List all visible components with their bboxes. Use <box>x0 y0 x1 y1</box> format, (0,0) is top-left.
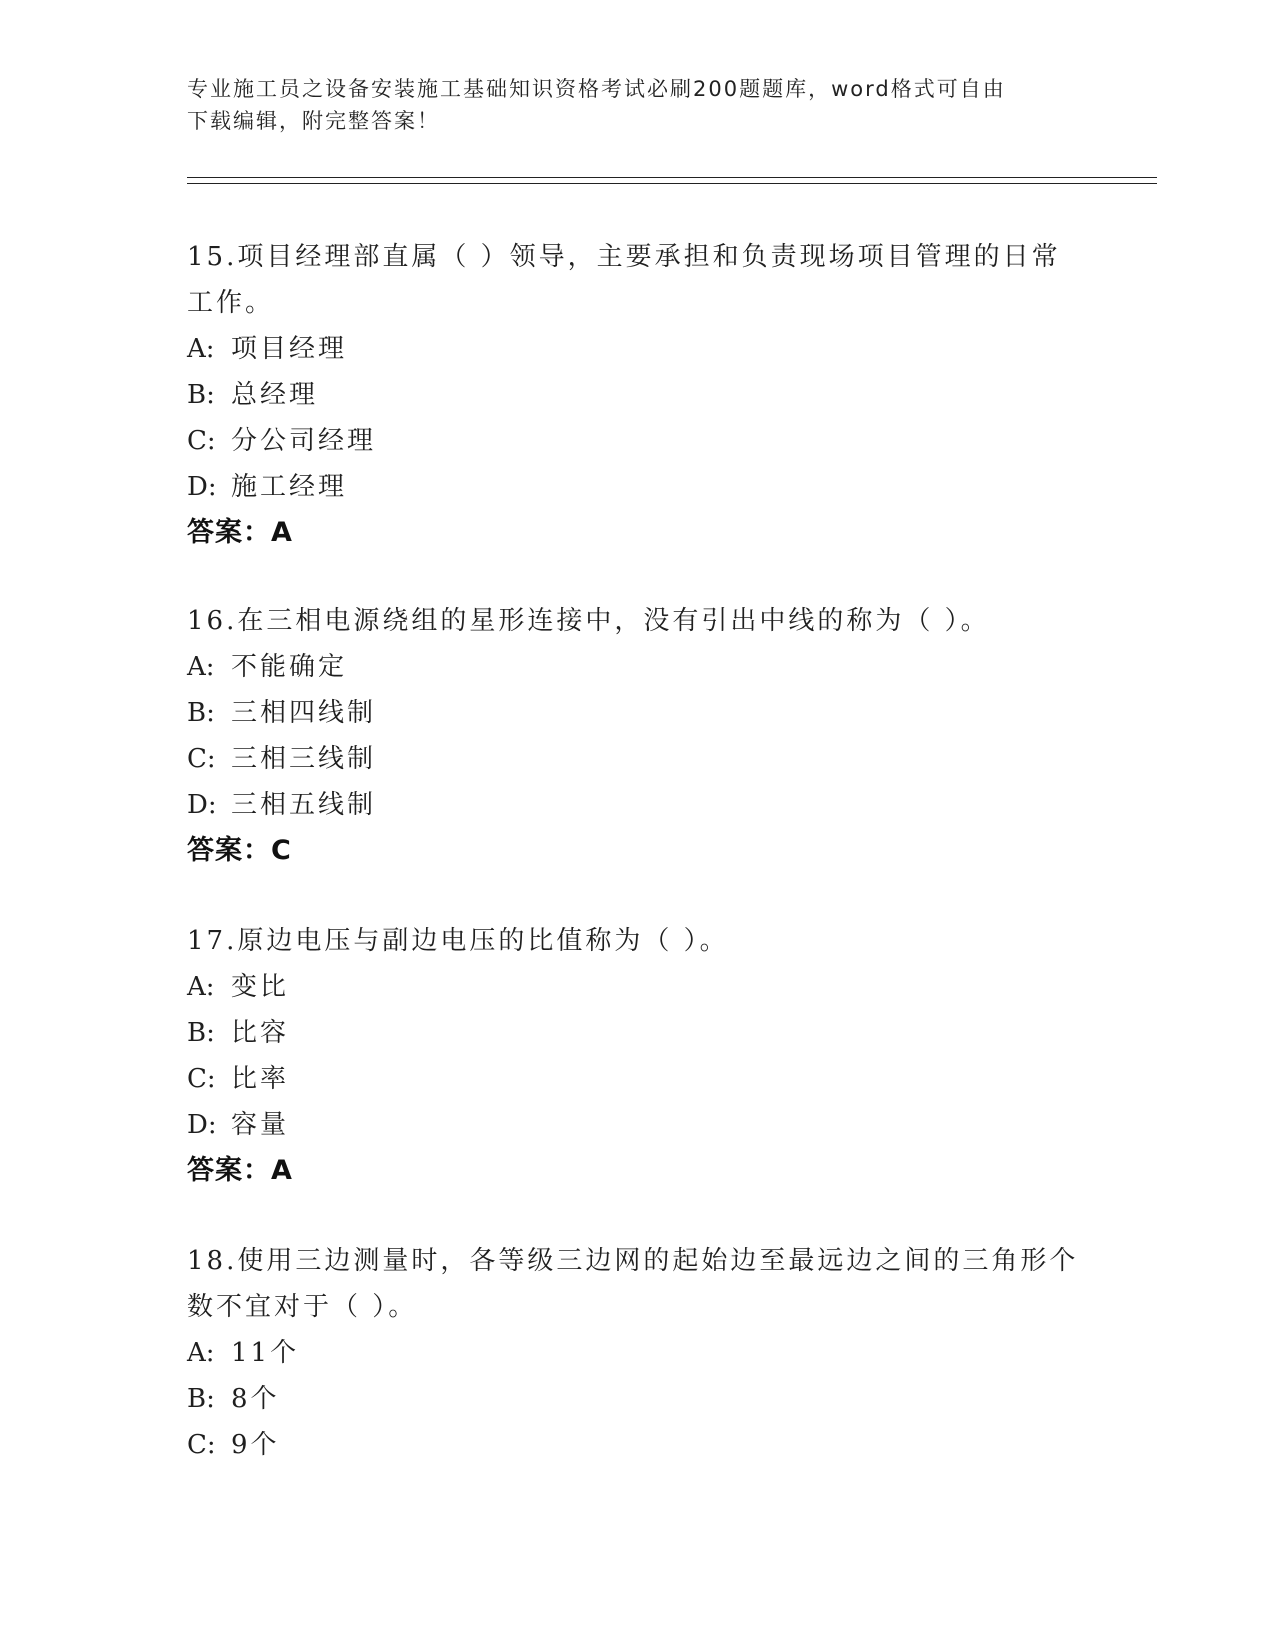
option-letter: C: <box>187 744 216 774</box>
option-text: 变比 <box>231 972 290 1002</box>
option-text: 不能确定 <box>231 652 348 682</box>
option-letter: A: <box>187 334 215 364</box>
option-letter: B: <box>187 1384 215 1414</box>
question-15 <box>187 234 1087 556</box>
answer-line: 答案：A <box>187 517 293 548</box>
header-line-1: 专业施工员之设备安装施工基础知识资格考试必刷200题题库，word格式可自由 <box>187 77 1006 101</box>
option-letter: D: <box>187 790 217 820</box>
option-letter: D: <box>187 472 217 502</box>
option-c <box>187 1056 1087 1102</box>
option-b <box>187 372 1087 418</box>
option-text: 三相四线制 <box>231 698 377 728</box>
question-stem: 17.原边电压与副边电压的比值称为（ ）。 <box>187 926 729 956</box>
answer-line: 答案：A <box>187 1155 293 1186</box>
question-16 <box>187 598 1087 874</box>
option-text: 三相五线制 <box>231 790 377 820</box>
option-text: 项目经理 <box>231 334 348 364</box>
question-18 <box>187 1238 1087 1468</box>
option-letter: B: <box>187 380 215 410</box>
header-divider <box>187 177 1157 184</box>
option-c <box>187 418 1087 464</box>
option-c <box>187 1422 1087 1468</box>
option-letter: A: <box>187 972 215 1002</box>
option-letter: C: <box>187 426 216 456</box>
document-header <box>187 73 1047 137</box>
option-letter: A: <box>187 1338 215 1368</box>
question-stem-continued: 数不宜对于（ ）。 <box>187 1292 418 1322</box>
question-stem: 16.在三相电源绕组的星形连接中，没有引出中线的称为（ ）。 <box>187 606 990 636</box>
option-d <box>187 1102 1087 1148</box>
answer-line: 答案：C <box>187 835 292 866</box>
option-text: 9个 <box>231 1430 280 1460</box>
question-stem: 18.使用三边测量时，各等级三边网的起始边至最远边之间的三角形个 <box>187 1246 1079 1276</box>
header-line-2: 下载编辑，附完整答案！ <box>187 109 440 133</box>
option-text: 总经理 <box>231 380 319 410</box>
option-text: 容量 <box>231 1110 290 1140</box>
option-text: 施工经理 <box>231 472 348 502</box>
option-d <box>187 782 1087 828</box>
option-text: 8个 <box>231 1384 280 1414</box>
option-letter: D: <box>187 1110 217 1140</box>
option-text: 比率 <box>231 1064 290 1094</box>
option-letter: B: <box>187 698 215 728</box>
option-b <box>187 690 1087 736</box>
option-letter: A: <box>187 652 215 682</box>
option-d <box>187 464 1087 510</box>
question-17 <box>187 918 1087 1194</box>
option-text: 11个 <box>231 1338 300 1368</box>
option-text: 分公司经理 <box>231 426 377 456</box>
option-letter: C: <box>187 1064 216 1094</box>
option-a <box>187 964 1087 1010</box>
question-stem: 15.项目经理部直属（ ）领导，主要承担和负责现场项目管理的日常 <box>187 242 1061 272</box>
option-text: 三相三线制 <box>231 744 377 774</box>
option-b <box>187 1010 1087 1056</box>
option-b <box>187 1376 1087 1422</box>
option-c <box>187 736 1087 782</box>
option-a <box>187 326 1087 372</box>
option-text: 比容 <box>231 1018 290 1048</box>
option-a <box>187 644 1087 690</box>
option-letter: C: <box>187 1430 216 1460</box>
question-stem-continued: 工作。 <box>187 288 275 318</box>
option-a <box>187 1330 1087 1376</box>
option-letter: B: <box>187 1018 215 1048</box>
